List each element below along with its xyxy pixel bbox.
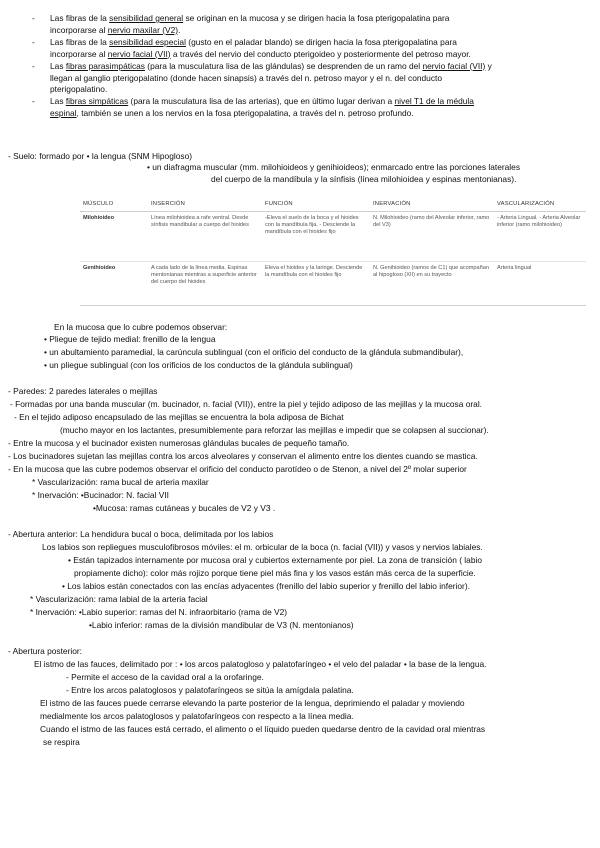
table-cell: N. Genihioideo (ramos de C1) que acompañan al hipogloso (XII) en su trayecto <box>370 262 494 306</box>
abertura-anterior-heading: - Abertura anterior: La hendidura bucal o boca, delimitada por los labios <box>8 529 274 539</box>
suelo-heading: - Suelo: formado por • la lengua (SNM Hipogloso) <box>8 151 193 161</box>
table-header-cell: MÚSCULO <box>80 196 148 212</box>
top-bullet-line <box>50 49 471 60</box>
abertura-anterior-vascularization: * Vascularización: rama labial de la arteria facial <box>30 594 208 604</box>
top-bullet-line <box>50 96 474 107</box>
paredes-line: - Formadas por una banda muscular (m. bucinador, n. facial (VII)), entre la piel y tejido adiposo de las mejillas y la mucosa oral. <box>10 399 483 409</box>
underlined-term: fibras simpáticas <box>65 96 129 107</box>
underlined-term: nivel T1 de la médula <box>394 96 474 107</box>
top-bullet-line <box>50 108 414 119</box>
abertura-posterior-line: medialmente los arcos palatoglosos y palatofaríngeos con respecto a la línea media. <box>40 711 354 721</box>
text-segment: Las <box>50 60 66 71</box>
table-cell-muscle: Milohioideo <box>80 212 148 262</box>
mucosa-item: • Pliegue de tejido medial: frenillo de la lengua <box>44 334 216 344</box>
table-header-cell: VASCULARIZACIÓN <box>494 196 586 212</box>
table-cell: Línea milohioidea a rafe ventral. Desde sínfisis mandibular a cuerpo del hioides <box>148 212 262 262</box>
abertura-anterior-line: Los labios son repliegues musculofibrosos móviles: el m. orbicular de la boca (n. facial (VII)) y vasos y nervios labiales. <box>42 542 483 552</box>
text-segment: pterigopalatino. <box>50 84 108 95</box>
abertura-posterior-line: se respira <box>43 737 80 747</box>
abertura-anterior-innervation: * Inervación: •Labio superior: ramas del N. infraorbitario (rama de V2) <box>30 607 288 617</box>
abertura-posterior-line: Cuando el istmo de las fauces está cerrado, el alimento o el líquido pueden quedarse dentro de la cavidad oral mientras <box>40 724 486 734</box>
top-bullet-line <box>50 25 180 36</box>
abertura-posterior-line: - Permite el acceso de la cavidad oral a la orofaringe. <box>66 672 264 682</box>
abertura-posterior-line: - Entre los arcos palatoglosos y palatofaríngeos se sitúa la amígdala palatina. <box>66 685 354 695</box>
suelo-line-3: del cuerpo de la mandíbula y la sínfisis (línea milohioidea y espinas mentonianas). <box>211 174 517 184</box>
underlined-term: sensibilidad general <box>109 13 184 23</box>
table-cell-muscle: Genihioideo <box>80 262 148 306</box>
text-segment: incorporarse al <box>50 48 108 59</box>
abertura-anterior-innervation-2: •Labio inferior: ramas de la división mandibular de V3 (N. mentonianos) <box>89 620 354 630</box>
text-segment: Las fibras de la <box>50 13 110 23</box>
top-bullet-line <box>50 73 442 84</box>
table-cell: -Eleva el suelo de la boca y el hioides con la mandíbula fija. - Desciende la mandíbula con el hioides fijo <box>262 212 370 262</box>
text-segment: (para la musculatura lisa de las glándulas) se desprenden de un ramo del <box>144 60 423 71</box>
bullet-dash: - <box>32 96 35 107</box>
underlined-term: nervio maxilar (V2) <box>107 24 179 35</box>
mucosa-intro: En la mucosa que lo cubre podemos observar: <box>54 322 228 332</box>
paredes-line: - Entre la mucosa y el bucinador existen numerosas glándulas bucales de pequeño tamaño. <box>8 438 350 448</box>
paredes-line: (mucho mayor en los lactantes, presumiblemente para reforzar las mejillas e impedir que se colapsen al succionar). <box>60 425 489 435</box>
muscle-table <box>80 196 586 306</box>
table-row <box>80 262 586 306</box>
paredes-line: - Los bucinadores sujetan las mejillas contra los arcos alveolares y conservan el alimento entre los dientes cuando se mastica. <box>8 451 478 461</box>
bullet-dash: - <box>32 60 35 71</box>
underlined-term: espinal <box>50 108 77 119</box>
top-bullet-line <box>50 37 457 48</box>
paredes-innervation: * Inervación: •Bucinador: N. facial VII <box>32 490 169 500</box>
table-header-row <box>80 196 586 212</box>
text-segment: . <box>178 24 181 35</box>
table-cell: Eleva el hioides y la laringe. Desciende la mandíbula con el hioides fijo <box>262 262 370 306</box>
top-bullet-line <box>50 13 449 24</box>
text-segment: (para la musculatura lisa de las arterias), que en último lugar derivan a <box>128 96 395 107</box>
table-cell: A cada lado de la línea media. Espinas mentonianas mientras a superficie anterior del cuerpo del hioides <box>148 262 262 306</box>
text-segment: llegan al ganglio pterigopalatino (donde hacen sinapsis) a través del n. petroso mayor y el n. del conducto <box>50 72 443 83</box>
text-segment: a través del nervio del conducto pterigoideo y posteriormente del petroso mayor. <box>170 48 471 59</box>
table-cell: N. Milohioideo (ramo del Alveolar inferior, ramo del V3) <box>370 212 494 262</box>
text-segment: se originan en la mucosa y se dirigen hacia la fosa pterigopalatina para <box>183 13 450 23</box>
table-header-cell: INSERCIÓN <box>148 196 262 212</box>
abertura-anterior-line: • Los labios están conectados con las encías adyacentes (frenillo del labio superior y frenillo del labio inferior). <box>62 581 470 591</box>
paredes-line: - En el tejido adiposo encapsulado de las mejillas se encuentra la bola adiposa de Bichat <box>14 412 344 422</box>
table-row <box>80 212 586 262</box>
table-cell: - Arteria Lingual. - Arteria Alveolar inferior (ramo milohioideo) <box>494 212 586 262</box>
suelo-line-2: • un diafragma muscular (mm. milohioideos y genihioideos); enmarcado entre las porciones laterales <box>147 162 521 172</box>
mucosa-item: • un abultamiento paramedial, la carúncula sublingual (con el orificio del conducto de la glándula submandibular), <box>44 347 464 357</box>
abertura-posterior-heading: - Abertura posterior: <box>8 646 83 656</box>
table-header-cell: FUNCIÓN <box>262 196 370 212</box>
paredes-heading: - Paredes: 2 paredes laterales o mejillas <box>8 386 158 396</box>
top-bullet-line <box>50 84 107 95</box>
underlined-term: nervio facial (VII) <box>422 60 486 71</box>
abertura-anterior-line: • Están tapizados internamente por mucosa oral y cubiertos externamente por piel. La zona de transición ( labio <box>68 555 483 565</box>
mucosa-item: • un pliegue sublingual (con los orificios de los conductos de la glándula sublingual) <box>44 360 353 370</box>
bullet-dash: - <box>32 36 35 47</box>
text-segment: incorporarse al <box>50 24 108 35</box>
text-segment: Las <box>50 96 66 107</box>
underlined-term: fibras parasimpáticas <box>65 60 145 71</box>
paredes-line: - En la mucosa que las cubre podemos observar el orificio del conducto parotídeo o de Stenon, a nivel del 2º molar superior <box>8 464 467 474</box>
text-segment: (gusto en el paladar blando) se dirigen hacia la fosa pterigopalatina para <box>185 36 457 47</box>
text-segment: Las fibras de la <box>50 36 110 47</box>
top-bullet-line <box>50 61 492 72</box>
underlined-term: sensibilidad especial <box>109 36 186 47</box>
abertura-anterior-line: propiamente dicho): color más rojizo porque tiene piel más fina y los vasos están más cerca de la superficie. <box>74 568 476 578</box>
paredes-innervation-2: •Mucosa: ramas cutáneas y bucales de V2 y V3 . <box>93 503 276 513</box>
paredes-vascularization: * Vascularización: rama bucal de arteria maxilar <box>32 477 209 487</box>
text-segment: y <box>485 60 492 71</box>
bullet-dash: - <box>32 13 35 23</box>
table-cell: Arteria lingual <box>494 262 586 306</box>
underlined-term: nervio facial (VII) <box>107 48 171 59</box>
abertura-posterior-line: El istmo de las fauces puede cerrarse elevando la parte posterior de la lengua, deprimiendo el paladar y moviendo <box>40 698 465 708</box>
abertura-posterior-line: El istmo de las fauces, delimitado por : • los arcos palatogloso y palatofaríngeo • el velo del paladar • la base de la lengua. <box>34 659 487 669</box>
text-segment: , también se unen a los nervios en la fosa pterigopalatina, a través del n. petroso profundo. <box>76 108 414 119</box>
table-header-cell: INERVACIÓN <box>370 196 494 212</box>
